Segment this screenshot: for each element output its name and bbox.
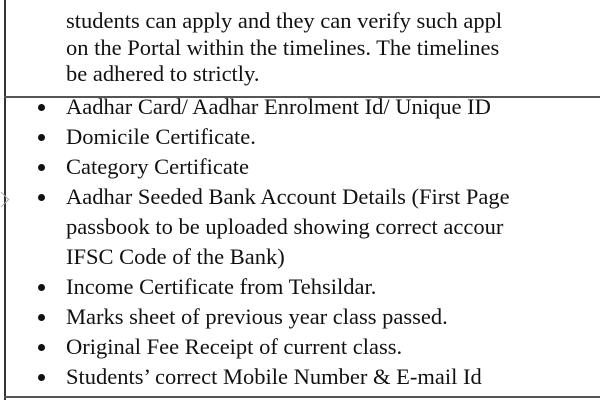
bullet-icon	[38, 194, 45, 201]
bullet-icon	[38, 314, 45, 321]
bullet-icon	[38, 104, 45, 111]
bullet-icon	[38, 374, 45, 381]
list-item-text: Income Certificate from Tehsildar.	[66, 274, 377, 299]
list-item-text: Aadhar Seeded Bank Account Details (First Page	[66, 184, 510, 209]
list-item-text: Original Fee Receipt of current class.	[66, 334, 403, 359]
paragraph-line: be adhered to strictly.	[66, 61, 260, 87]
bullet-icon	[38, 164, 45, 171]
paragraph-line: on the Portal within the timelines. The timelines	[66, 34, 500, 60]
list-item-text: IFSC Code of the Bank)	[66, 244, 285, 269]
list-item-text: Aadhar Card/ Aadhar Enrolment Id/ Unique ID	[66, 94, 491, 119]
list-item-text: Marks sheet of previous year class passed.	[66, 304, 448, 329]
bullet-icon	[38, 134, 45, 141]
list-item-text: passbook to be uploaded showing correct accour	[66, 214, 504, 239]
instruction-paragraph	[66, 8, 502, 88]
paragraph-line: students can apply and they can verify such appl	[66, 8, 503, 33]
list-item-text: Domicile Certificate.	[66, 124, 256, 149]
row-divider-bottom	[4, 396, 600, 398]
list-item-text: Students’ correct Mobile Number & E-mail Id	[66, 364, 482, 389]
list-item-text: Category Certificate	[66, 154, 250, 179]
bullet-icon	[38, 284, 45, 291]
bullet-icon	[38, 344, 45, 351]
